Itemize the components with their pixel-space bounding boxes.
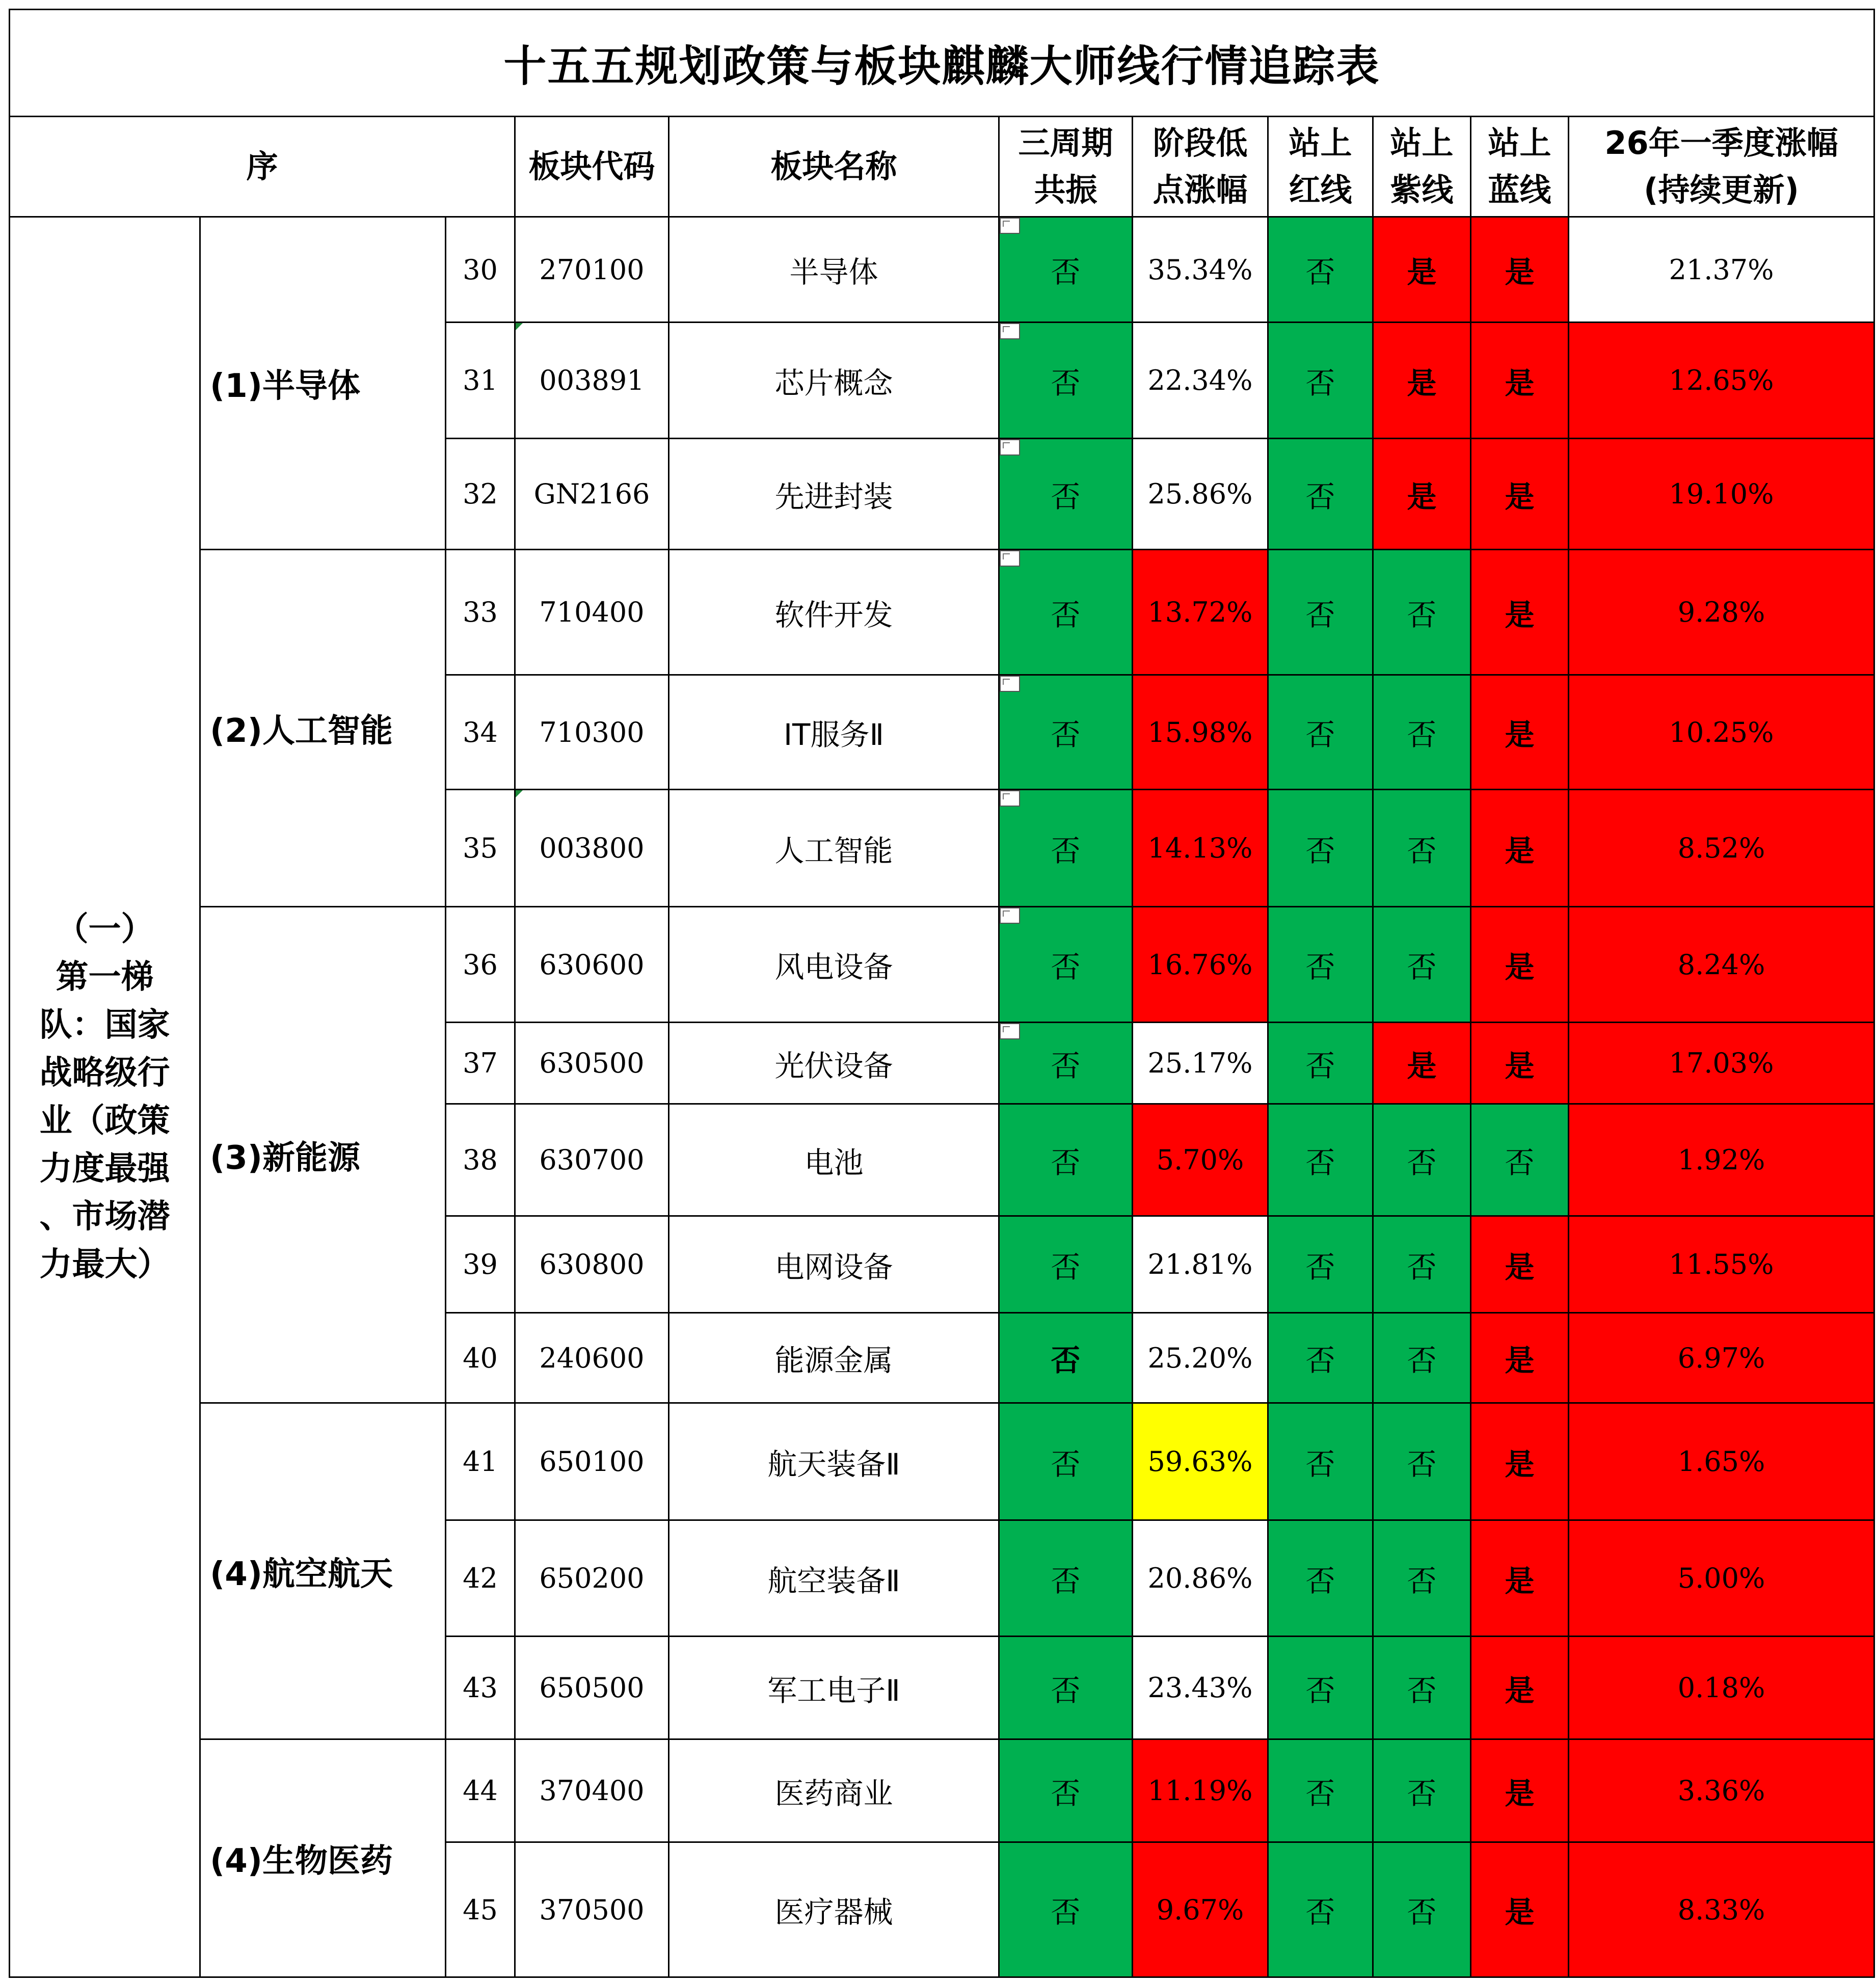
- low-gain-cell[interactable]: 9.67%: [1133, 1842, 1268, 1977]
- purple-line-cell[interactable]: 是: [1373, 217, 1471, 323]
- header-purple-line: 站上 紫线: [1373, 117, 1471, 217]
- seq-cell[interactable]: 30: [446, 217, 515, 323]
- resonance-cell[interactable]: 否: [999, 550, 1133, 675]
- seq-cell[interactable]: 31: [446, 323, 515, 439]
- q1-gain-cell[interactable]: 17.03%: [1569, 1023, 1874, 1104]
- code-cell[interactable]: 650200: [515, 1520, 669, 1637]
- seq-cell[interactable]: 33: [446, 550, 515, 675]
- q1-gain-cell[interactable]: 9.28%: [1569, 550, 1874, 675]
- q1-gain-cell[interactable]: 21.37%: [1569, 217, 1874, 323]
- seq-cell[interactable]: 36: [446, 907, 515, 1023]
- seq-cell[interactable]: 44: [446, 1739, 515, 1842]
- header-red-line: 站上 红线: [1268, 117, 1373, 217]
- checkbox-flag-icon: [1000, 907, 1020, 924]
- blue-line-cell[interactable]: 是: [1471, 1739, 1569, 1842]
- header-blue-line: 站上 蓝线: [1471, 117, 1569, 217]
- low-gain-cell[interactable]: 20.86%: [1133, 1520, 1268, 1637]
- low-gain-cell[interactable]: 11.19%: [1133, 1739, 1268, 1842]
- resonance-cell[interactable]: 否: [999, 323, 1133, 439]
- code-cell[interactable]: GN2166: [515, 439, 669, 550]
- low-gain-cell[interactable]: 25.86%: [1133, 439, 1268, 550]
- q1-gain-cell[interactable]: 6.97%: [1569, 1313, 1874, 1403]
- header-code: 板块代码: [515, 117, 669, 217]
- checkbox-flag-icon: [1000, 439, 1020, 455]
- purple-line-cell[interactable]: 是: [1373, 1023, 1471, 1104]
- low-gain-cell[interactable]: 13.72%: [1133, 550, 1268, 675]
- resonance-cell[interactable]: 否: [999, 1739, 1133, 1842]
- purple-line-cell[interactable]: 否: [1373, 675, 1471, 790]
- resonance-cell[interactable]: 否: [999, 1216, 1133, 1313]
- name-cell[interactable]: 光伏设备: [669, 1023, 999, 1104]
- q1-gain-cell[interactable]: 8.52%: [1569, 790, 1874, 907]
- red-line-cell[interactable]: 否: [1268, 1104, 1373, 1216]
- blue-line-cell[interactable]: 是: [1471, 1403, 1569, 1520]
- seq-cell[interactable]: 39: [446, 1216, 515, 1313]
- seq-cell[interactable]: 37: [446, 1023, 515, 1104]
- checkbox-flag-icon: [1000, 1023, 1020, 1039]
- name-cell[interactable]: 医疗器械: [669, 1842, 999, 1977]
- code-cell[interactable]: 270100: [515, 217, 669, 323]
- code-cell[interactable]: 003891: [515, 323, 669, 439]
- low-gain-cell[interactable]: 15.98%: [1133, 675, 1268, 790]
- q1-gain-cell[interactable]: 5.00%: [1569, 1520, 1874, 1637]
- checkbox-flag-icon: [1000, 550, 1020, 567]
- group-label: (4)航空航天: [200, 1403, 446, 1739]
- code-cell[interactable]: 710300: [515, 675, 669, 790]
- red-line-cell[interactable]: 否: [1268, 1403, 1373, 1520]
- resonance-cell[interactable]: 否: [999, 1842, 1133, 1977]
- resonance-cell[interactable]: 否: [999, 1637, 1133, 1739]
- code-cell[interactable]: 650500: [515, 1637, 669, 1739]
- table-row: [10, 907, 1874, 1023]
- red-line-cell[interactable]: 否: [1268, 439, 1373, 550]
- low-gain-cell[interactable]: 5.70%: [1133, 1104, 1268, 1216]
- seq-cell[interactable]: 45: [446, 1842, 515, 1977]
- seq-cell[interactable]: 34: [446, 675, 515, 790]
- resonance-cell[interactable]: 否: [999, 1104, 1133, 1216]
- red-line-cell[interactable]: 否: [1268, 1520, 1373, 1637]
- purple-line-cell[interactable]: 否: [1373, 550, 1471, 675]
- comment-marker: [516, 790, 523, 797]
- name-cell[interactable]: 先进封装: [669, 439, 999, 550]
- red-line-cell[interactable]: 否: [1268, 675, 1373, 790]
- checkbox-flag-icon: [1000, 676, 1020, 692]
- blue-line-cell[interactable]: 是: [1471, 217, 1569, 323]
- red-line-cell[interactable]: 否: [1268, 217, 1373, 323]
- resonance-cell[interactable]: 否: [999, 217, 1133, 323]
- seq-cell[interactable]: 32: [446, 439, 515, 550]
- purple-line-cell[interactable]: 是: [1373, 439, 1471, 550]
- q1-gain-cell[interactable]: 11.55%: [1569, 1216, 1874, 1313]
- comment-marker: [516, 323, 523, 330]
- seq-cell[interactable]: 42: [446, 1520, 515, 1637]
- q1-gain-cell[interactable]: 3.36%: [1569, 1739, 1874, 1842]
- red-line-cell[interactable]: 否: [1268, 1637, 1373, 1739]
- low-gain-cell[interactable]: 14.13%: [1133, 790, 1268, 907]
- tier-label: （一） 第一梯 队：国家 战略级行 业（政策 力度最强 、市场潜 力最大）: [10, 217, 200, 1977]
- red-line-cell[interactable]: 否: [1268, 1842, 1373, 1977]
- seq-cell[interactable]: 41: [446, 1403, 515, 1520]
- checkbox-flag-icon: [1000, 790, 1020, 807]
- resonance-cell[interactable]: 否: [999, 675, 1133, 790]
- low-gain-cell[interactable]: 35.34%: [1133, 217, 1268, 323]
- low-gain-cell[interactable]: 59.63%: [1133, 1403, 1268, 1520]
- low-gain-cell[interactable]: 22.34%: [1133, 323, 1268, 439]
- q1-gain-cell[interactable]: 0.18%: [1569, 1637, 1874, 1739]
- group-label: (4)生物医药: [200, 1739, 446, 1977]
- red-line-cell[interactable]: 否: [1268, 907, 1373, 1023]
- code-cell[interactable]: 630600: [515, 907, 669, 1023]
- q1-gain-cell[interactable]: 1.65%: [1569, 1403, 1874, 1520]
- name-cell[interactable]: 航空装备Ⅱ: [669, 1520, 999, 1637]
- header-q1-gain: 26年一季度涨幅 (持续更新): [1569, 117, 1874, 217]
- table-row: [10, 1739, 1874, 1842]
- low-gain-cell[interactable]: 16.76%: [1133, 907, 1268, 1023]
- red-line-cell[interactable]: 否: [1268, 1023, 1373, 1104]
- name-cell[interactable]: 航天装备Ⅱ: [669, 1403, 999, 1520]
- code-cell[interactable]: 240600: [515, 1313, 669, 1403]
- red-line-cell[interactable]: 否: [1268, 550, 1373, 675]
- name-cell[interactable]: 电网设备: [669, 1216, 999, 1313]
- red-line-cell[interactable]: 否: [1268, 1739, 1373, 1842]
- q1-gain-cell[interactable]: 10.25%: [1569, 675, 1874, 790]
- group-label: (3)新能源: [200, 907, 446, 1403]
- red-line-cell[interactable]: 否: [1268, 1216, 1373, 1313]
- seq-cell[interactable]: 40: [446, 1313, 515, 1403]
- table-row: [10, 550, 1874, 675]
- low-gain-cell[interactable]: 21.81%: [1133, 1216, 1268, 1313]
- table-row: [10, 217, 1874, 323]
- purple-line-cell[interactable]: 否: [1373, 790, 1471, 907]
- red-line-cell[interactable]: 否: [1268, 323, 1373, 439]
- resonance-cell[interactable]: 否: [999, 907, 1133, 1023]
- group-label: (2)人工智能: [200, 550, 446, 907]
- blue-line-cell[interactable]: 是: [1471, 439, 1569, 550]
- blue-line-cell[interactable]: 是: [1471, 1637, 1569, 1739]
- blue-line-cell[interactable]: 是: [1471, 1313, 1569, 1403]
- blue-line-cell[interactable]: 是: [1471, 323, 1569, 439]
- q1-gain-cell[interactable]: 8.33%: [1569, 1842, 1874, 1977]
- checkbox-flag-icon: [1000, 218, 1020, 234]
- purple-line-cell[interactable]: 否: [1373, 907, 1471, 1023]
- resonance-cell[interactable]: 否: [999, 1520, 1133, 1637]
- seq-cell[interactable]: 38: [446, 1104, 515, 1216]
- header-resonance: 三周期 共振: [999, 117, 1133, 217]
- name-cell[interactable]: 软件开发: [669, 550, 999, 675]
- purple-line-cell[interactable]: 否: [1373, 1216, 1471, 1313]
- group-label: (1)半导体: [200, 217, 446, 550]
- name-cell[interactable]: 电池: [669, 1104, 999, 1216]
- resonance-cell[interactable]: 否: [999, 1313, 1133, 1403]
- code-cell[interactable]: 630500: [515, 1023, 669, 1104]
- table-title: 十五五规划政策与板块麒麟大师线行情追踪表: [10, 10, 1874, 117]
- purple-line-cell[interactable]: 否: [1373, 1842, 1471, 1977]
- q1-gain-cell[interactable]: 19.10%: [1569, 439, 1874, 550]
- purple-line-cell[interactable]: 否: [1373, 1520, 1471, 1637]
- name-cell[interactable]: 半导体: [669, 217, 999, 323]
- purple-line-cell[interactable]: 否: [1373, 1637, 1471, 1739]
- blue-line-cell[interactable]: 是: [1471, 1023, 1569, 1104]
- purple-line-cell[interactable]: 是: [1373, 323, 1471, 439]
- name-cell[interactable]: 风电设备: [669, 907, 999, 1023]
- blue-line-cell[interactable]: 是: [1471, 1520, 1569, 1637]
- header-low-gain: 阶段低 点涨幅: [1133, 117, 1268, 217]
- code-cell[interactable]: 630700: [515, 1104, 669, 1216]
- q1-gain-cell[interactable]: 12.65%: [1569, 323, 1874, 439]
- header-seq: 序: [10, 117, 515, 217]
- low-gain-cell[interactable]: 23.43%: [1133, 1637, 1268, 1739]
- table-row: [10, 1403, 1874, 1520]
- blue-line-cell[interactable]: 否: [1471, 1104, 1569, 1216]
- name-cell[interactable]: 医药商业: [669, 1739, 999, 1842]
- blue-line-cell[interactable]: 是: [1471, 1216, 1569, 1313]
- resonance-cell[interactable]: 否: [999, 790, 1133, 907]
- q1-gain-cell[interactable]: 1.92%: [1569, 1104, 1874, 1216]
- q1-gain-cell[interactable]: 8.24%: [1569, 907, 1874, 1023]
- resonance-cell[interactable]: 否: [999, 439, 1133, 550]
- name-cell[interactable]: 军工电子Ⅱ: [669, 1637, 999, 1739]
- blue-line-cell[interactable]: 是: [1471, 550, 1569, 675]
- purple-line-cell[interactable]: 否: [1373, 1403, 1471, 1520]
- blue-line-cell[interactable]: 是: [1471, 907, 1569, 1023]
- name-cell[interactable]: 芯片概念: [669, 323, 999, 439]
- code-cell[interactable]: 370500: [515, 1842, 669, 1977]
- blue-line-cell[interactable]: 是: [1471, 675, 1569, 790]
- code-cell[interactable]: 710400: [515, 550, 669, 675]
- checkbox-flag-icon: [1000, 323, 1020, 339]
- purple-line-cell[interactable]: 否: [1373, 1104, 1471, 1216]
- blue-line-cell[interactable]: 是: [1471, 790, 1569, 907]
- seq-cell[interactable]: 43: [446, 1637, 515, 1739]
- blue-line-cell[interactable]: 是: [1471, 1842, 1569, 1977]
- low-gain-cell[interactable]: 25.17%: [1133, 1023, 1268, 1104]
- purple-line-cell[interactable]: 否: [1373, 1739, 1471, 1842]
- red-line-cell[interactable]: 否: [1268, 1313, 1373, 1403]
- name-cell[interactable]: 人工智能: [669, 790, 999, 907]
- tracking-table: [9, 9, 1875, 1978]
- code-cell[interactable]: 003800: [515, 790, 669, 907]
- code-cell[interactable]: 630800: [515, 1216, 669, 1313]
- red-line-cell[interactable]: 否: [1268, 790, 1373, 907]
- name-cell[interactable]: 能源金属: [669, 1313, 999, 1403]
- header-name: 板块名称: [669, 117, 999, 217]
- name-cell[interactable]: IT服务Ⅱ: [669, 675, 999, 790]
- code-cell[interactable]: 650100: [515, 1403, 669, 1520]
- purple-line-cell[interactable]: 否: [1373, 1313, 1471, 1403]
- seq-cell[interactable]: 35: [446, 790, 515, 907]
- low-gain-cell[interactable]: 25.20%: [1133, 1313, 1268, 1403]
- resonance-cell[interactable]: 否: [999, 1403, 1133, 1520]
- code-cell[interactable]: 370400: [515, 1739, 669, 1842]
- resonance-cell[interactable]: 否: [999, 1023, 1133, 1104]
